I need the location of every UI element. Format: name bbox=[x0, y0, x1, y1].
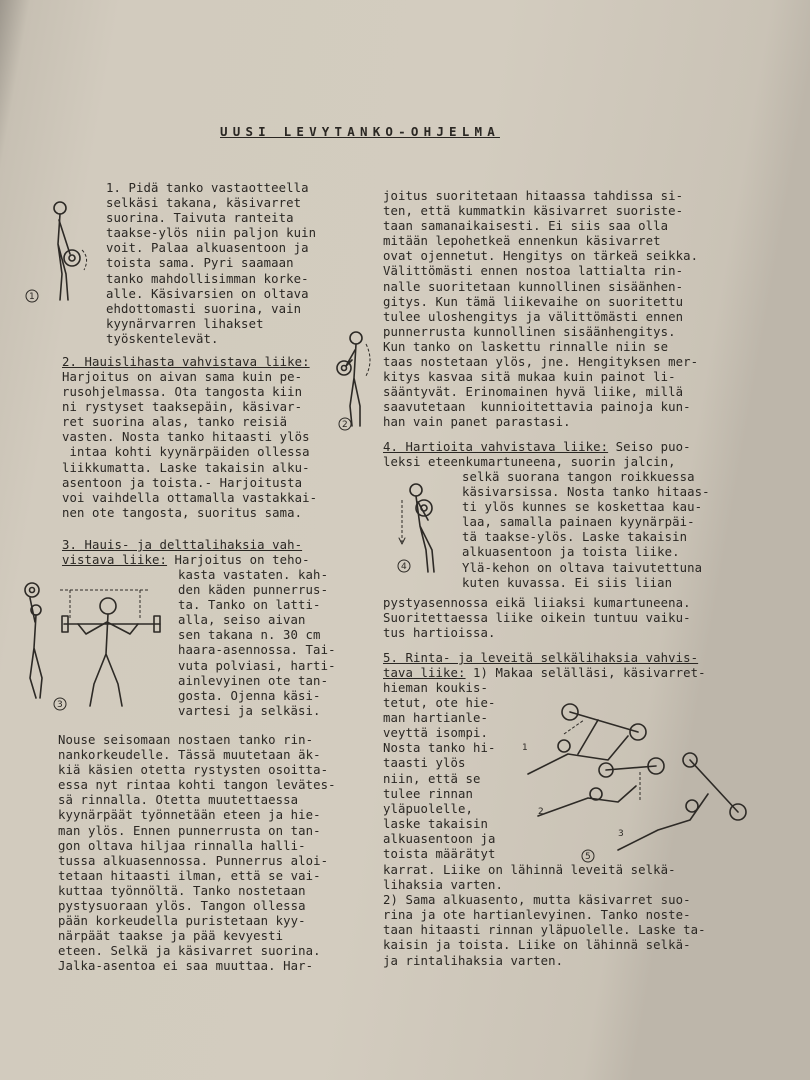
section-2-lines bbox=[62, 370, 317, 521]
section-5-wide-line: karrat. Liike on lähinnä leveitä selkä- bbox=[383, 863, 676, 877]
section-3-wide-line: Nouse seisomaan nostaen tanko rin- bbox=[58, 733, 314, 747]
section-4-narrow-line: selkä suorana tangon roikkuessa bbox=[462, 470, 695, 484]
figure-5-label-2: 2 bbox=[538, 807, 544, 817]
section-3-continued-line: nalle suoritetaan kunnollinen sisäänhen- bbox=[383, 279, 684, 294]
section-1-line: taakse-ylös niin paljon kuin bbox=[106, 226, 317, 241]
section-4-narrow-line: Ylä-kehon on oltava taivutettuna bbox=[462, 560, 703, 575]
section-5-narrow-line: tulee rinnan bbox=[383, 786, 474, 801]
section-3-wide-line: tetaan hitaasti ilman, että se vai- bbox=[58, 868, 321, 883]
section-1-line: selkäsi takana, käsivarret bbox=[106, 196, 302, 211]
section-5-heading-line2 bbox=[383, 666, 706, 681]
section-3-wide-line: närpäät taakse ja pää kevyesti bbox=[58, 929, 284, 944]
figure-3 bbox=[14, 578, 174, 718]
section-3-heading-line2 bbox=[62, 553, 310, 568]
section-3-wide-line: Jalka-asentoa ei saa muuttaa. Har- bbox=[58, 959, 314, 974]
section-3-continued-line: Kun tanko on laskettu rinnalle niin se bbox=[383, 339, 669, 354]
figure-2 bbox=[330, 326, 382, 436]
section-5-first-text: 1) Makaa selälläsi, käsivarret- bbox=[465, 666, 706, 680]
section-2-line: ni rystyset taaksepäin, käsivar- bbox=[62, 400, 303, 415]
section-2-line: voi vaihdella ottamalla vastakkai- bbox=[62, 490, 318, 505]
section-5-heading-cont: tava liike: bbox=[383, 666, 466, 680]
section-3-narrow-line: ta. Tanko on latti- bbox=[178, 598, 321, 613]
section-2-line: nen ote tangosta, suoritus sama. bbox=[62, 505, 303, 520]
section-5-narrow-line: Nosta tanko hi- bbox=[383, 741, 496, 756]
section-4-wide-line: pystyasennossa eikä liiaksi kumartuneena. bbox=[383, 596, 691, 610]
section-3-continued-line: Välittömästi ennen nostoa lattialta rin- bbox=[383, 264, 684, 279]
figure-1-number: 1 bbox=[29, 292, 35, 302]
section-2-line: liikkumatta. Laske takaisin alku- bbox=[62, 460, 310, 475]
section-3-continued-line: gitys. Kun tämä liikevaihe on suoritettu bbox=[383, 294, 684, 309]
section-3-first-text: Harjoitus on teho- bbox=[167, 553, 310, 567]
section-3-wide-lines bbox=[58, 733, 336, 975]
section-5-narrow-line: tetut, ote hie- bbox=[383, 696, 496, 711]
section-4-first-line: leksi eteenkumartuneena, suorin jalcin, bbox=[383, 455, 676, 469]
section-5-wide-line: lihaksia varten. bbox=[383, 878, 504, 893]
section-1-text bbox=[106, 181, 316, 347]
section-3-wide-line: nankorkeudelle. Tässä muutetaan äk- bbox=[58, 748, 321, 763]
section-5-wide-line: taan hitaasti rinnan yläpuolelle. Laske ta- bbox=[383, 923, 706, 938]
section-1-line: työskentelevät. bbox=[106, 331, 219, 346]
section-3-continued-line: han vain panet parastasi. bbox=[383, 415, 571, 430]
section-2-line: rusohjelmassa. Ota tangosta kiin bbox=[62, 385, 303, 400]
section-5-narrow-lines bbox=[383, 681, 496, 862]
section-5-narrow-line: taasti ylös bbox=[383, 756, 466, 771]
section-3-continued-line: saavutetaan kunnioitettavia painoja kun- bbox=[383, 400, 691, 415]
section-4-narrow-line: kuten kuvassa. Ei siis liian bbox=[462, 575, 673, 590]
figure-5-label-1: 1 bbox=[522, 743, 528, 753]
section-4-narrow-line: ti ylös kunnes se koskettaa kau- bbox=[462, 500, 703, 515]
section-4-wide-line: tus hartioissa. bbox=[383, 626, 496, 641]
section-1-line: voit. Palaa alkuasentoon ja bbox=[106, 241, 309, 256]
section-3-narrow-line: haara-asennossa. Tai- bbox=[178, 643, 336, 658]
section-3-wide-line: tussa alkuasennossa. Punnerrus aloi- bbox=[58, 853, 329, 868]
section-4-heading-line bbox=[383, 440, 691, 455]
figure-5 bbox=[508, 690, 758, 880]
section-4-wide-line: Suoritettaessa liike oikein tuntuu vaiku- bbox=[383, 611, 691, 626]
section-5-narrow-line: alkuasentoon ja bbox=[383, 831, 496, 846]
section-3-wide-text bbox=[58, 733, 336, 975]
section-4-narrow-line: tä taakse-ylös. Laske takaisin bbox=[462, 530, 688, 545]
section-5-wide-line: kaisin ja toista. Liike on lähinnä selkä- bbox=[383, 938, 691, 953]
section-5-narrow-line: laske takaisin bbox=[383, 816, 489, 831]
section-1-line: toista sama. Pyri saamaan bbox=[106, 256, 294, 271]
section-3-narrow-line: den käden punnerrus- bbox=[178, 583, 329, 598]
page-title: UUSI LEVYTANKO-OHJELMA bbox=[220, 124, 500, 139]
section-5-narrow-line: veyttä isompi. bbox=[383, 726, 489, 741]
section-5-narrow-line: hieman koukis- bbox=[383, 681, 489, 695]
section-3-wide-line: kyynärpäät työnnetään eteen ja hie- bbox=[58, 808, 321, 823]
figure-3-number: 3 bbox=[57, 700, 63, 710]
section-4-narrow-text bbox=[462, 470, 710, 591]
section-2-text bbox=[62, 370, 317, 521]
section-3-wide-line: eteen. Selkä ja käsivarret suorina. bbox=[58, 944, 321, 959]
section-1-line: 1. Pidä tanko vastaotteella bbox=[106, 181, 309, 195]
section-3-wide-line: kiä käsien otetta rystysten osoitta- bbox=[58, 763, 329, 778]
section-5-wide-line: 2) Sama alkuasento, mutta käsivarret suo- bbox=[383, 893, 691, 908]
figure-2-number: 2 bbox=[342, 420, 348, 430]
section-3-heading-cont: vistava liike: bbox=[62, 553, 168, 567]
section-3-narrow-line: vuta polviasi, harti- bbox=[178, 658, 336, 673]
section-3-continued-line: tulee uloshengitys ja välittömästi ennen bbox=[383, 309, 684, 324]
section-2-line: ret suorina alas, tanko reisiä bbox=[62, 415, 288, 430]
section-1-line: kyynärvarren lihakset bbox=[106, 316, 264, 331]
section-3-continued-line: ovat ojennetut. Hengitys on tärkeä seikka. bbox=[383, 249, 699, 264]
section-5-heading: 5. Rinta- ja leveitä selkälihaksia vahvis- bbox=[383, 651, 699, 665]
section-3-narrow-text bbox=[178, 568, 336, 719]
figure-4-number: 4 bbox=[401, 562, 407, 572]
section-5-wide-line: rina ja ote hartianlevyinen. Tanko noste- bbox=[383, 908, 691, 923]
section-3-narrow-line: sen takana n. 30 cm bbox=[178, 628, 321, 643]
section-5-narrow-line: man hartianle- bbox=[383, 711, 489, 726]
section-5-narrow-line: toista määrätyt bbox=[383, 847, 496, 862]
section-3-narrow-line: alla, seiso aivan bbox=[178, 613, 306, 628]
section-4-narrow-line: käsivarsissa. Nosta tanko hitaas- bbox=[462, 485, 710, 500]
section-4-narrow-lines bbox=[462, 470, 710, 591]
section-1-line: suorina. Taivuta ranteita bbox=[106, 211, 294, 226]
section-5-narrow-line: yläpuolelle, bbox=[383, 801, 474, 816]
section-3-narrow-line: vartesi ja selkäsi. bbox=[178, 703, 321, 718]
section-3-continued-line: kitys kasvaa sitä mukaa kuin painot li- bbox=[383, 370, 676, 385]
section-2-line: vasten. Nosta tanko hitaasti ylös bbox=[62, 430, 310, 445]
figure-1 bbox=[22, 196, 102, 308]
section-2-heading: 2. Hauislihasta vahvistava liike: bbox=[62, 355, 310, 369]
section-2-line: Harjoitus on aivan sama kuin pe- bbox=[62, 370, 303, 384]
section-3-continued-line: mitään lepohetkeä ennenkun käsivarret bbox=[383, 234, 661, 249]
section-3-continued-line: ten, että kummatkin käsivarret suoriste- bbox=[383, 204, 684, 219]
section-3-heading: 3. Hauis- ja delttalihaksia vah- bbox=[62, 538, 303, 552]
section-3-wide-line: kuttaa työnnöltä. Tanko nostetaan bbox=[58, 883, 306, 898]
section-2-line: asentoon ja toista.- Harjoitusta bbox=[62, 475, 303, 490]
section-5-wide-line: ja rintalihaksia varten. bbox=[383, 953, 564, 968]
section-4-heading: 4. Hartioita vahvistava liike: bbox=[383, 440, 609, 454]
section-3-narrow-line: ainlevyinen ote tan- bbox=[178, 673, 329, 688]
figure-4 bbox=[390, 480, 452, 580]
section-4-narrow-line: laa, samalla painaen kyynärpäi- bbox=[462, 515, 695, 530]
section-3-wide-line: pään korkeudella puristetaan kyy- bbox=[58, 914, 306, 929]
section-3-continued-line: sääntyvät. Erinomainen hyvä liike, millä bbox=[383, 385, 684, 400]
section-5-narrow-line: niin, että se bbox=[383, 771, 481, 786]
section-3-narrow-line: gosta. Ojenna käsi- bbox=[178, 688, 321, 703]
section-3-continued-text bbox=[383, 189, 698, 431]
section-2-line: intaa kohti kyynärpäiden ollessa bbox=[62, 445, 310, 460]
section-3-wide-line: essa nyt rintaa kohti tangon levätes- bbox=[58, 778, 336, 793]
section-1-line: tanko mahdollisimman korke- bbox=[106, 271, 309, 286]
section-4-wide-text bbox=[383, 596, 691, 641]
section-1-lines bbox=[106, 181, 316, 347]
section-1-line: alle. Käsivarsien on oltava bbox=[106, 286, 309, 301]
section-3-continued-line: taan samanaikaisesti. Ei siis saa olla bbox=[383, 219, 669, 234]
section-4-narrow-line: alkuasentoon ja toista liike. bbox=[462, 545, 680, 560]
section-5-narrow-text bbox=[383, 681, 496, 862]
figure-5-label-3: 3 bbox=[618, 829, 624, 839]
section-3-narrow-line: kasta vastaten. kah- bbox=[178, 568, 329, 582]
section-3-continued-line: taas nostetaan ylös, jne. Hengityksen mer- bbox=[383, 355, 699, 370]
section-3-wide-line: sä rinnalla. Otetta muutettaessa bbox=[58, 793, 299, 808]
figure-5-number: 5 bbox=[585, 852, 591, 862]
section-3-continued-line: punnerrusta kunnollinen sisäänhengitys. bbox=[383, 324, 676, 339]
section-3-wide-line: pystysuoraan ylös. Tangon ollessa bbox=[58, 899, 306, 914]
section-4-wide-lines bbox=[383, 596, 691, 641]
section-4-heading-rest: Seiso puo- bbox=[608, 440, 691, 454]
section-3-continued-line: joitus suoritetaan hitaassa tahdissa si- bbox=[383, 189, 684, 203]
section-3-narrow-lines bbox=[178, 568, 336, 719]
continued-lines bbox=[383, 189, 698, 431]
section-3-wide-line: gon oltava hiljaa rinnalla halli- bbox=[58, 838, 306, 853]
section-3-wide-line: man ylös. Ennen punnerrusta on tan- bbox=[58, 823, 321, 838]
section-1-line: ehdottomasti suorina, vain bbox=[106, 301, 302, 316]
